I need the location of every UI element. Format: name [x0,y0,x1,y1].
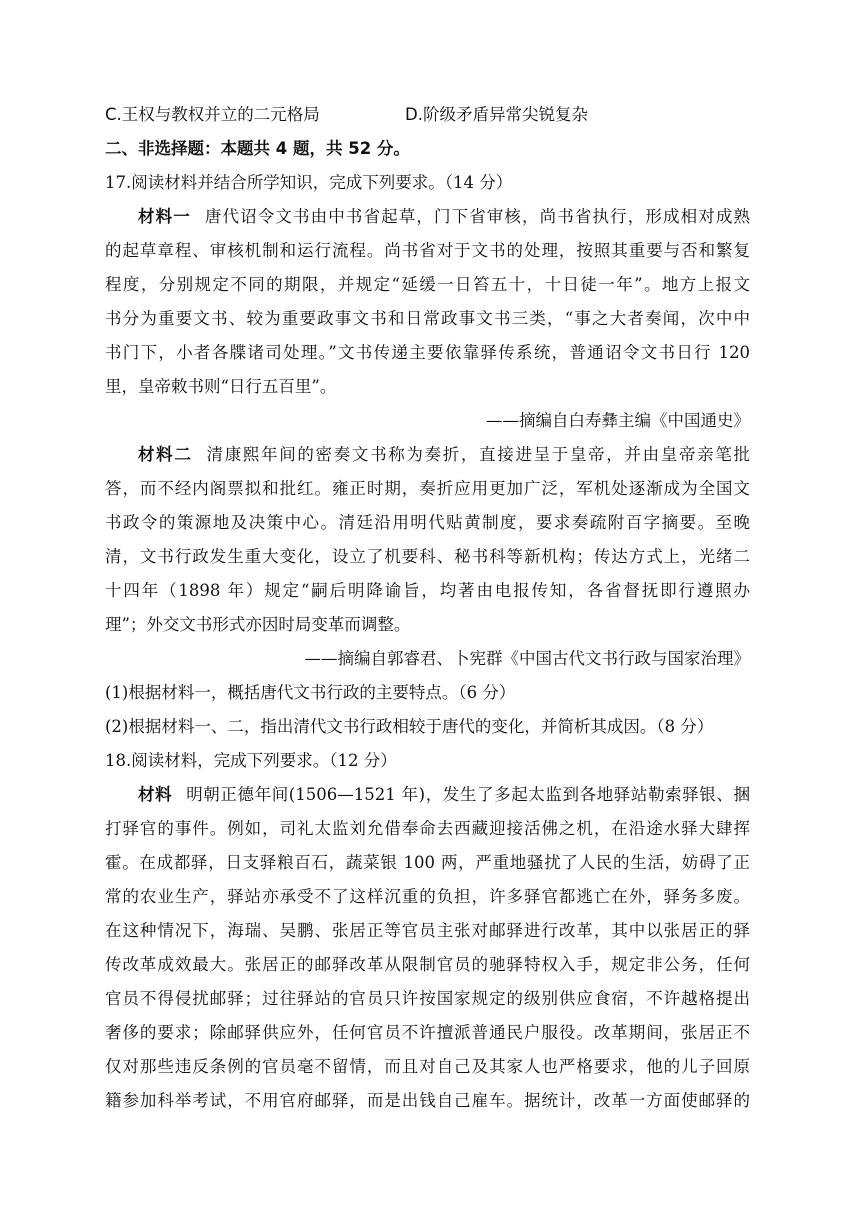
material-line: 官员不得侵扰邮驿；过往驿站的官员只许按国家规定的级别供应食宿，不许越格提出 [105,989,750,1008]
material-1-source: ——摘编自白寿彝主编《中国通史》 [486,411,750,430]
question-18-stem: 18.阅读材料，完成下列要求。（12 分） [105,751,397,770]
material-2-line: 十四年（1898 年）规定“嗣后明降谕旨，均著由电报传知，各省督抚即行遵照办 [105,581,750,600]
option-d: D.阶级矛盾异常尖锐复杂 [405,105,588,124]
material-1-line: 程度，分别规定不同的期限，并规定“延缓一日笞五十，十日徒一年”。地方上报文 [105,275,750,294]
material-1-line: 书分为重要文书、较为重要政事文书和日常政事文书三类，“事之大者奏闻，次中中 [105,309,750,328]
sub-question-1: (1)根据材料一，概括唐代文书行政的主要特点。（6 分） [105,683,516,702]
material-line: 霍。在成都驿，日支驿粮百石，蔬菜银 100 两，严重地骚扰了人民的生活，妨碍了正 [105,853,750,872]
material-2-line: 理”；外交文书形式亦因时局变革而调整。 [105,615,411,634]
material-1-line: 书门下，小者各牒诸司处理。”文书传递主要依靠驿传系统，普通诏令文书日行 120 [105,343,750,362]
material-1-line: 里，皇帝敕书则“日行五百里”。 [105,377,337,396]
material-line: 传改革成效最大。张居正的邮驿改革从限制官员的驰驿特权入手，规定非公务，任何 [105,955,750,974]
material-2-line [138,443,750,467]
material-line: 常的农业生产，驿站亦承受不了这样沉重的负担，许多驿官都逃亡在外，驿务多废。 [105,887,750,906]
option-c: C.王权与教权并立的二元格局 [105,105,320,124]
material-2-source: ——摘编自郭睿君、卜宪群《中国古代文书行政与国家治理》 [304,649,750,668]
sub-question-2: (2)根据材料一、二，指出清代文书行政相较于唐代的变化，并简析其成因。（8 分） [105,717,714,736]
material-1-line: 的起草章程、审核机制和运行流程。尚书省对于文书的处理，按照其重要与否和繁复 [105,241,750,260]
material-line: 籍参加科举考试，不用官府邮驿，而是出钱自己雇车。据统计，改革一方面使邮驿的 [105,1091,750,1110]
material-2-line: 答，而不经内阁票拟和批红。雍正时期，奏折应用更加广泛，军机处逐渐成为全国文 [105,479,750,498]
section-header: 二、非选择题：本题共 4 题，共 52 分。 [105,139,410,158]
question-17-stem: 17.阅读材料并结合所学知识，完成下列要求。（14 分） [105,173,513,192]
material-1-label: 材料一 [138,207,191,226]
material-line: 打驿官的事件。例如，司礼太监刘允借奉命去西藏迎接活佛之机，在沿途水驿大肆挥 [105,819,750,838]
material-line: 奢侈的要求；除邮驿供应外，任何官员不许擅派普通民户服役。改革期间，张居正不 [105,1023,750,1042]
material-line: 在这种情况下，海瑞、吴鹏、张居正等官员主张对邮驿进行改革，其中以张居正的驿 [105,921,750,940]
material-2-text: 清康熙年间的密奏文书称为奏折，直接进呈于皇帝，并由皇帝亲笔批 [206,445,750,464]
material-2-label: 材料二 [138,445,193,464]
material-1-line [138,205,750,229]
material-1-text: 唐代诏令文书由中书省起草，门下省审核，尚书省执行，形成相对成熟 [204,207,751,226]
material-2-line: 清，文书行政发生重大变化，设立了机要科、秘书科等新机构；传达方式上，光绪二 [105,547,750,566]
material-line: 仅对那些违反条例的官员毫不留情，而且对自己及其家人也严格要求，他的儿子回原 [105,1057,750,1076]
material-line [138,783,750,807]
material-label: 材料 [138,785,173,804]
material-text: 明朝正德年间(1506—1521 年)，发生了多起太监到各地驿站勒索驿银、捆 [186,785,750,804]
material-2-line: 书政令的策源地及决策中心。清廷沿用明代贴黄制度，要求奏疏附百字摘要。至晚 [105,513,750,532]
